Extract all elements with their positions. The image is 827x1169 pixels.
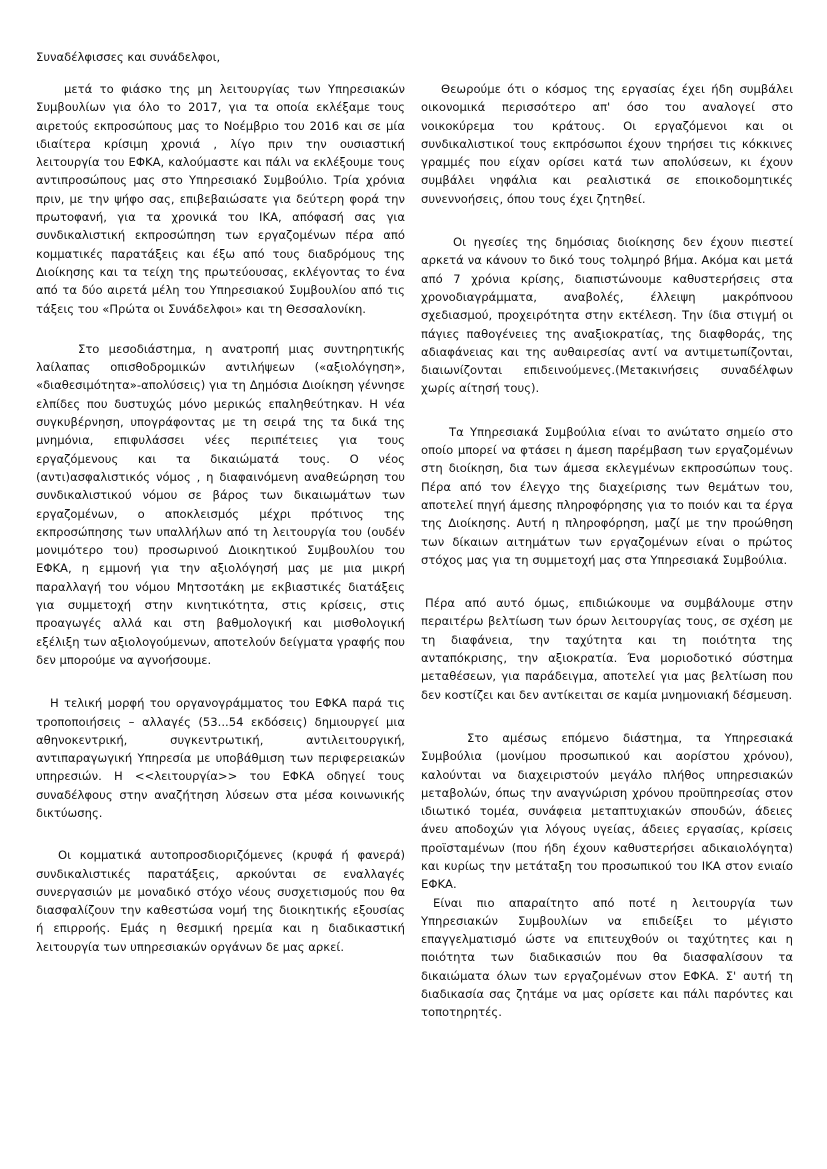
paragraph: Είναι πιο απαραίτητο από ποτέ η λειτουργία των Υπηρεσιακών Συμβουλίων να επιδείξει το μέγιστο επαγγελματισμό ώστε να επιτευχθούν οι ταχύτητες και η ποιότητα των διαδικασιών που θα διασφαλίσουν τα δικαιώματα όλων των εργαζομένων στον ΕΦΚΑ. Σ' αυτή τη διαδικασία σας ζητάμε να μας ορίσετε και πάλι παρόντες και τοποτηρητές. (421, 895, 793, 1020)
paragraph: Πέρα από αυτό όμως, επιδιώκουμε να συμβάλουμε στην περαιτέρω βελτίωση των όρων λειτουργίας τους, σε σχέση με τη διαφάνεια, την ταχύτητα και τη ποιότητα της ανταπόκρισης, την αξιοκρατία. Ένα μοριοδοτικό σύστημα μεταθέσεων, για παράδειγμα, αποτελεί για μας βελτίωση που δεν κοστίζει και δεν αντίκειται σε καμία μνημονιακή δέσμευση. (421, 596, 793, 702)
paragraph: Θεωρούμε ότι ο κόσμος της εργασίας έχει ήδη συμβάλει οικονομικά περισσότερο απ' όσο του αναλογεί στο νοικοκύρεμα του κράτους. Οι εργαζόμενοι και οι συνδικαλιστικοί τους εκπρόσωποι έχουν τηρήσει τις κόκκινες γραμμές που είχαν ορίσει κατά των απολύσεων, κι έχουν συμβάλει νηφάλια και ρεαλιστικά σε εποικοδομητικές συνεννοήσεις, όπου τους έχει ζητηθεί. (421, 82, 793, 206)
left-column (36, 80, 405, 974)
paragraph: Στο μεσοδιάστημα, η ανατροπή μιας συντηρητικής λαίλαπας οπισθοδρομικών αντιλήψεων («αξιολόγηση», «διαθεσιμότητα»-απολύσεις) για τη Δημόσια Διοίκηση γέννησε ελπίδες που δυστυχώς μόνο μερικώς επαληθεύτηκαν. Η νέα συγκυβέρνηση, υπογράφοντας με τη σειρά της τα δικά της μνημόνια, επιφυλάσσει νέες περιπέτειες για τους εργαζόμενους και τα δικαιώματά τους. Ο νέος (αντι)ασφαλιστικός νόμος , η διαφαινόμενη αναθεώρηση του συνδικαλιστικού νόμου σε βάρος των δικαιωμάτων των εργαζομένων, ο αποκλεισμός μέχρι πρότινος της εκπροσώπησης των υπαλλήλων από τη λειτουργία του (ουδέν μονιμότερο του) προσωρινού Διοικητικού Συμβουλίου του ΕΦΚΑ, η εμμονή για την αξιολόγησή μας με μια μικρή παραλλαγή του νόμου Μητσοτάκη με εκβιαστικές διατάξεις για συμμετοχή στην κινητικότητα, στις κρίσεις, στις προαγωγές αλλά και στη βαθμολογική και μισθολογική εξέλιξη των αξιολογούμενων, αποτελούν δείγματα γραφής που δεν μπορούμε να αγνοήσουμε. (36, 341, 405, 667)
paragraph: Οι ηγεσίες της δημόσιας διοίκησης δεν έχουν πιεστεί αρκετά να κάνουν το δικό τους τολμηρό βήμα. Ακόμα και μετά από 7 χρόνια κρίσης, διαπιστώνουμε καθυστερήσεις στα χρονοδιαγράμματα, αναβολές, έλλειψη μακρόπνοου σχεδιασμού, προχειρότητα στην εκτέλεση. Την ίδια στιγμή οι πάγιες παθογένειες της αναξιοκρατίας, της διαφθοράς, της αδιαφάνειας και της αυθαιρεσίας αντί να αντιμετωπίζονται, διαιωνίζονται επιδεινούμενες.(Μετακινήσεις συναδέλφων χωρίς αίτησή τους). (421, 235, 793, 396)
paragraph: Οι κομματικά αυτοπροσδιοριζόμενες (κρυφά ή φανερά) συνδικαλιστικές παρατάξεις, αρκούνται σε εναλλαγές συνεργασιών με μοναδικό στόχο νέους συσχετισμούς που θα διασφαλίζουν την καθεστώσα νομή της διοικητικής εξουσίας ή επιρροής. Εμάς η θεσμική ηρεμία και η διαδικαστική λειτουργία των υπηρεσιακών οργάνων δε μας αρκεί. (36, 848, 405, 954)
right-column (421, 80, 793, 1022)
paragraph: Στο αμέσως επόμενο διάστημα, τα Υπηρεσιακά Συμβούλια (μονίμου προσωπικού και αορίστου χρόνου), καλούνται να διαχειριστούν μεγάλο πλήθος υπηρεσιακών μεταβολών, όπως την αναγνώριση χρόνου προϋπηρεσίας στον ιδιωτικό τομέα, συνάφεια μεταπτυχιακών σπουδών, άδειες άνευ αποδοχών για λόγους υγείας, άδειες εργασίας, κρίσεις προϊσταμένων (που ήδη έχουν καθυστερήσει αδικαιολόγητα) και κυρίως την μετάταξη του προσωπικού του ΙΚΑ στον ενιαίο ΕΦΚΑ. (421, 730, 793, 892)
paragraph: Τα Υπηρεσιακά Συμβούλια είναι το ανώτατο σημείο στο οποίο μπορεί να φτάσει η άμεση παρέμβαση των εργαζομένων στη διοίκηση, δια των άμεσα εκλεγμένων εκπροσώπων τους. Πέρα από τον έλεγχο της διαχείρισης των θεμάτων του, αποτελεί πηγή άμεσης πληροφόρησης για το ποιόν και τα έργα της Διοίκησης. Αυτή η πληροφόρηση, μαζί με την προώθηση των δίκαιων αιτημάτων των εργαζομένων είναι ο πρώτος στόχος μας για τη συμμετοχή μας στα Υπηρεσιακά Συμβούλια. (421, 424, 793, 567)
paragraph: Η τελική μορφή του οργανογράμματος του ΕΦΚΑ παρά τις τροποποιήσεις – αλλαγές (53...54 εκδόσεις) δημιουργεί μια αθηνοκεντρική, συγκεντρωτική, αντιλειτουργική, αντιπαραγωγική Υπηρεσία με υποβάθμιση των περιφερειακών υπηρεσιών. Η <<λειτουργία>> του ΕΦΚΑ οδηγεί τους συναδέλφους στην αναζήτηση λύσεων στα μέσα κοινωνικής δικτύωσης. (36, 696, 405, 820)
greeting: Συναδέλφισσες και συνάδελφοι, (36, 50, 221, 64)
paragraph: μετά το φιάσκο της μη λειτουργίας των Υπηρεσιακών Συμβουλίων για όλο το 2017, για τα οποία εκλέξαμε τους αιρετούς εκπροσώπους μας το Νοέμβριο του 2016 και σε μία ιδιαίτερα κρίσιμη χρονιά , λίγο πριν την ουσιαστική λειτουργία του ΕΦΚΑ, καλούμαστε και πάλι να εκλέξουμε τους αντιπροσώπους μας στο Υπηρεσιακό Συμβούλιο. Τρία χρόνια πριν, με την ψήφο σας, επιβεβαιώσατε για δεύτερη φορά την πρωτοφανή, για τα χρονικά του ΙΚΑ, απόφασή σας για συνδικαλιστική εκπροσώπηση των εργαζομένων πέρα από κομματικές παρατάξεις και έξω από τους διαδρόμους της Διοίκησης και τα τείχη της πρωτεύουσας, εκλέγοντας το ένα από τα δύο αιρετά μέλη του Υπηρεσιακού Συμβουλίου από τις τάξεις του «Πρώτα οι Συνάδελφοι» και τη Θεσσαλονίκη. (36, 82, 405, 316)
